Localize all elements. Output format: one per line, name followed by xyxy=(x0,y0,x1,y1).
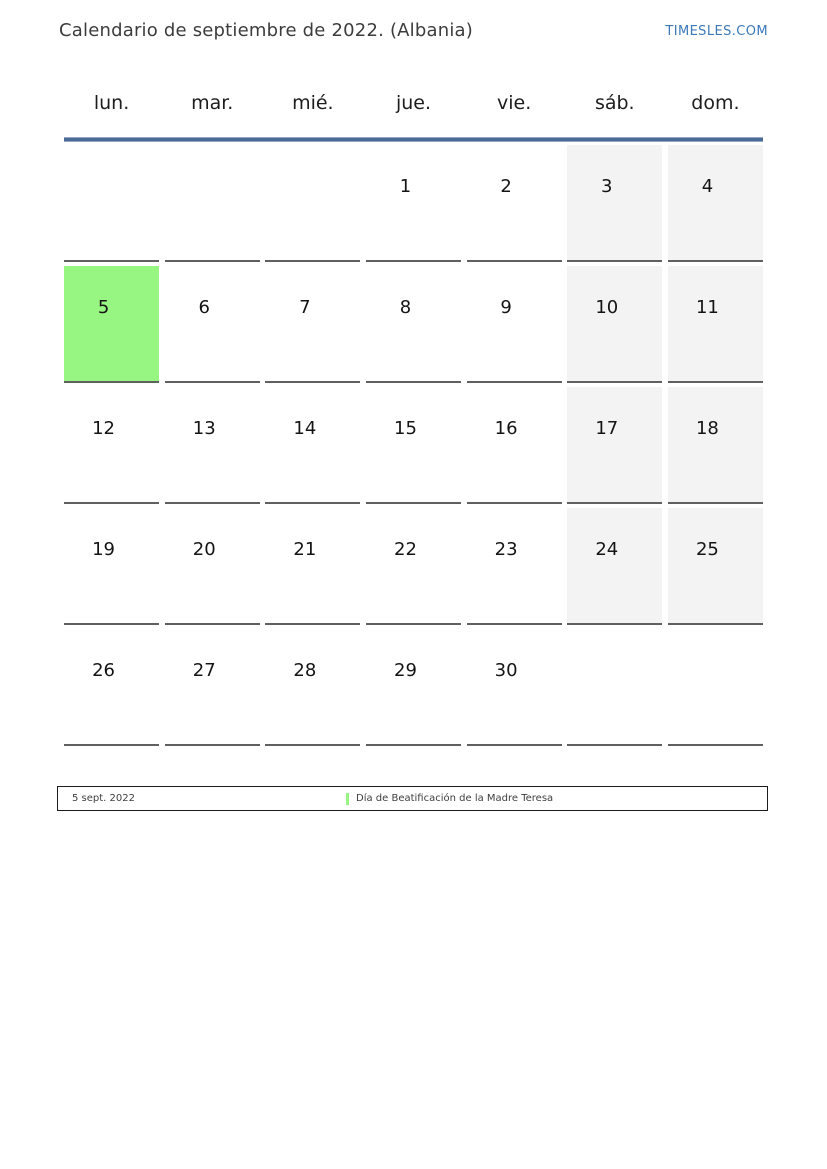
day-cell-10: 10 xyxy=(567,266,662,383)
day-cell-empty xyxy=(265,145,360,262)
event-date: 5 sept. 2022 xyxy=(72,793,135,804)
week-row-4 xyxy=(64,504,763,625)
day-cell-empty xyxy=(64,145,159,262)
day-cell-20: 20 xyxy=(165,508,260,625)
weekday-sat: sáb. xyxy=(594,92,635,114)
day-cell-empty xyxy=(165,145,260,262)
day-cell-26: 26 xyxy=(64,629,159,746)
weekday-fri: vie. xyxy=(497,92,532,114)
day-cell-18: 18 xyxy=(668,387,763,504)
week-row-5 xyxy=(64,625,763,746)
day-cell-1: 1 xyxy=(366,145,461,262)
day-cell-19: 19 xyxy=(64,508,159,625)
day-cell-7: 7 xyxy=(265,266,360,383)
day-cell-4: 4 xyxy=(668,145,763,262)
day-cell-11: 11 xyxy=(668,266,763,383)
weekday-thu: jue. xyxy=(395,92,432,114)
day-cell-12: 12 xyxy=(64,387,159,504)
calendar-grid xyxy=(64,86,763,746)
day-cell-22: 22 xyxy=(366,508,461,625)
page-title: Calendario de septiembre de 2022. (Albania) xyxy=(59,20,473,41)
day-cell-21: 21 xyxy=(265,508,360,625)
day-cell-14: 14 xyxy=(265,387,360,504)
weekday-header-row xyxy=(64,86,763,120)
day-cell-24: 24 xyxy=(567,508,662,625)
day-cell-3: 3 xyxy=(567,145,662,262)
day-cell-27: 27 xyxy=(165,629,260,746)
day-cell-29: 29 xyxy=(366,629,461,746)
brand-link[interactable]: TIMESLES.COM xyxy=(665,24,768,39)
weekday-sun: dom. xyxy=(691,92,740,114)
week-row-1 xyxy=(64,141,763,262)
day-cell-23: 23 xyxy=(467,508,562,625)
day-cell-5-highlighted: 5 xyxy=(64,266,159,383)
event-legend xyxy=(57,786,768,811)
weekday-tue: mar. xyxy=(191,92,234,114)
week-row-2 xyxy=(64,262,763,383)
day-cell-6: 6 xyxy=(165,266,260,383)
weekday-mon: lun. xyxy=(93,92,130,114)
day-cell-15: 15 xyxy=(366,387,461,504)
day-cell-8: 8 xyxy=(366,266,461,383)
event-item xyxy=(346,793,553,805)
weekday-wed: mié. xyxy=(292,92,334,114)
day-cell-28: 28 xyxy=(265,629,360,746)
day-cell-30: 30 xyxy=(467,629,562,746)
day-cell-2: 2 xyxy=(467,145,562,262)
day-cell-13: 13 xyxy=(165,387,260,504)
week-row-3 xyxy=(64,383,763,504)
event-label: Día de Beatificación de la Madre Teresa xyxy=(356,793,554,804)
day-cell-17: 17 xyxy=(567,387,662,504)
event-marker-icon xyxy=(346,793,349,805)
day-cell-9: 9 xyxy=(467,266,562,383)
day-cell-empty xyxy=(668,629,763,746)
day-cell-empty xyxy=(567,629,662,746)
day-cell-25: 25 xyxy=(668,508,763,625)
day-cell-16: 16 xyxy=(467,387,562,504)
